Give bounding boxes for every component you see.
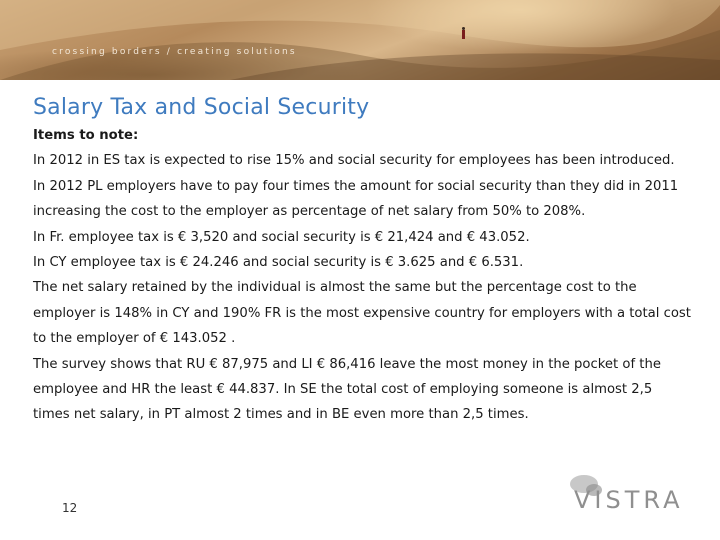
vistra-logo <box>562 470 692 520</box>
paragraph: In CY employee tax is € 24.246 and social security is € 3.625 and € 6.531. <box>33 255 524 271</box>
vistra-logo-text: VISTRA <box>574 486 684 514</box>
paragraph: In Fr. employee tax is € 3,520 and social security is € 21,424 and € 43.052. <box>33 229 530 245</box>
header-banner <box>0 0 720 80</box>
page-number: 12 <box>62 501 78 515</box>
paragraph: In 2012 in ES tax is expected to rise 15% and social security for employees has been introduced. <box>33 153 675 169</box>
desert-dunes-image <box>0 0 720 80</box>
paragraph: In 2012 PL employers have to pay four times the amount for social security than they did in 2011 increasing the cost to the employer as percentage of net salary from 50% to 208%. <box>33 178 679 220</box>
tagline: crossing borders / creating solutions <box>52 47 297 57</box>
paragraph: The survey shows that RU € 87,975 and LI € 86,416 leave the most money in the pocket of the employee and HR the least € 44.837. In SE the total cost of employing someone is almost 2,5 times net salary, in PT almost 2 times and in BE even more than 2,5 times. <box>33 356 661 423</box>
paragraph: The net salary retained by the individual is almost the same but the percentage cost to the employer is 148% in CY and 190% FR is the most expensive country for employers with a total cost to the employer of € 143.052 . <box>33 280 691 347</box>
slide-title: Salary Tax and Social Security <box>33 95 370 120</box>
slide-body <box>33 123 693 428</box>
items-to-note-heading: Items to note: <box>33 128 139 143</box>
